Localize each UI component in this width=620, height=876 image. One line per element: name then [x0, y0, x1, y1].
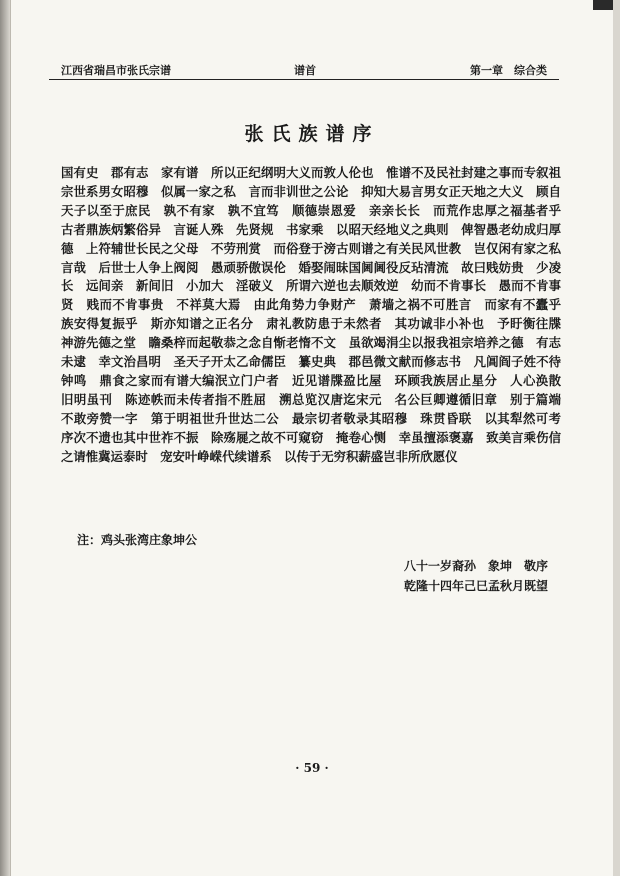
scan-corner-mark	[593, 0, 613, 10]
footnote: 注：鸡头张湾庄象坤公	[77, 533, 198, 547]
running-header	[49, 60, 559, 78]
header-chapter: 第一章 综合类	[470, 64, 547, 77]
signature-block	[376, 556, 576, 596]
signature-author: 八十一岁裔孙 象坤 敬序	[403, 559, 548, 573]
scan-edge-shadow	[0, 0, 10, 876]
header-section: 谱首	[294, 64, 316, 77]
signature-date: 乾隆十四年己巳孟秋月既望	[403, 579, 548, 593]
preface-body: 国有史 郡有志 家有谱 所以正纪纲明大义而敦人伦也 惟谱不及民社封建之事而专叙祖宗世系男女昭穆 似属一家之私 言而非训世之公论 抑知大易言男女正天地之大义 顾自天子以至于庶民 孰不有家 孰不宜笃 顺德崇恩爱 亲亲长长 而荒作忠厚之福基者乎 古者鼎族炳繁俗异 言诞人殊 先贤规 书家乘 以昭天经地义之典则 俾智愚老幼成归厚德 上符辅世长民之父母 不劳刑赏 而俗登于滂古则谱之有关民风世教 岂仅闲有家之私言哉 后世士人争上阀阅 愚顽骄傲误伦 婚娶闹昧国阃阃役反玷清流 故曰贱妨贵 少凌长 远间亲 新间旧 小加大 淫破义 所谓六逆也去顺效逆 幼而不肯事长 愚而不肯事贤 贱而不肯事贵 不祥莫大焉 由此角势力争财产 萧墙之祸不可胜言 而家有不蠹乎 族安得复振乎 斯亦知谱之正名分 肃礼教防患于未然者 其功诚非小补也 予盱衡往牒 神游先德之堂 瞻桑梓而起敬恭之念自惭老惰不文 虽欲竭涓尘以报我祖宗培养之德 有志未逮 幸文治昌明 圣天子开太乙命儒臣 纂史典 郡邑微文献而修志书 凡阊阎子姓不待钟鸣 鼎食之家而有谱大编泯立门户者 近见谱牒盈比屋 环顾我族居止星分 人心涣散 旧明虽刊 陈迹帙而未传者指不胜屈 溯总览汉唐迄宋元 名公巨卿遵循旧章 别于篇端 不敢旁赞一字 第于明祖世升世达二公 最宗切者敬录其昭穆 珠贯昏联 以其犁然可考 序次不遗也其中世祚不振 除殇屣之故不可窥窃 掩卷心恻 幸虽擅添褒嘉 致美言乘伤信之请惟冀运泰时 宠安叶峥嵘代续谱系 以传于无穷积薪盛岂非所欣愿仪	[61, 165, 574, 464]
header-rule	[49, 79, 559, 80]
document-page	[10, 0, 613, 876]
page-title: 张氏族谱序	[244, 123, 380, 145]
page-number: · 59 ·	[295, 761, 329, 775]
header-book-title: 江西省瑞昌市张氏宗谱	[61, 64, 171, 77]
